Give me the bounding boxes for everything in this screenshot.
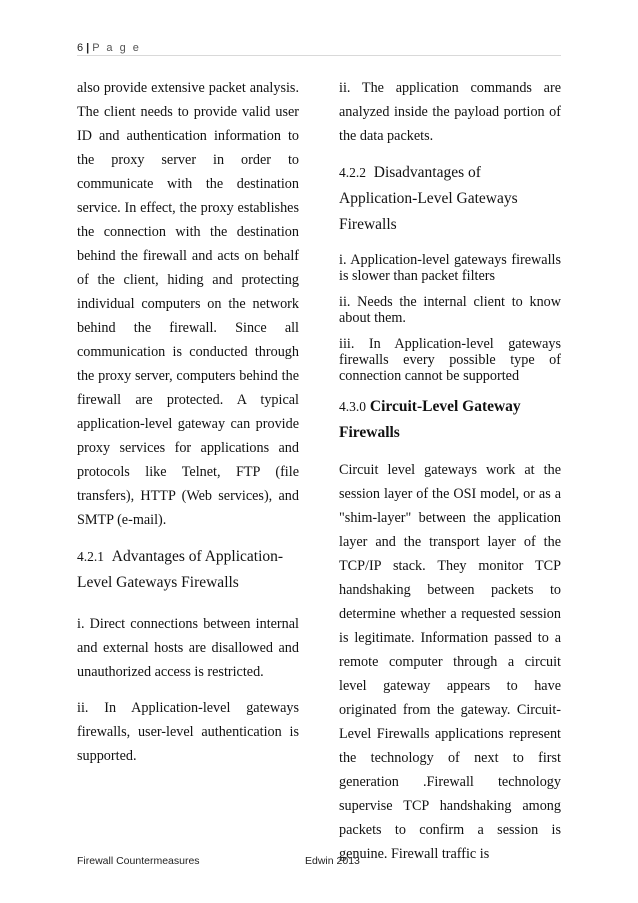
advantage-item-1: i. Direct connections between internal and external hosts are disallowed and unauthorized access is restricted. bbox=[77, 616, 299, 680]
paragraph-proxy-description: also provide extensive packet analysis. The client needs to provide valid user ID and authentication information to the proxy server in order to communicate with the destination service. In effect, the proxy establishes the connection with the destination behind the firewall and acts on behalf of the client, hiding and protecting individual computers on the network behind the firewall. Since all communication is conducted through the proxy server, computers behind the firewall are protected. A typical application-level gateway can provide proxy services for applications and protocols like Telnet, FTP (file transfers), HTTP (Web services), and SMTP (e-mail). bbox=[77, 80, 299, 528]
section-heading-4-3-0 bbox=[339, 394, 561, 446]
disadvantage-item-2: ii. Needs the internal client to know about them. bbox=[339, 294, 561, 326]
footer-title: Firewall Countermeasures bbox=[77, 855, 200, 867]
page-number: 6 bbox=[77, 42, 84, 54]
section-number: 4.2.2 bbox=[339, 165, 366, 180]
advantage-item-2: ii. In Application-level gateways firewalls, user-level authentication is supported. bbox=[77, 700, 299, 764]
section-title: Disadvantages of Application-Level Gateways Firewalls bbox=[339, 164, 518, 233]
header-separator: | bbox=[86, 42, 90, 54]
section-number: 4.2.1 bbox=[77, 549, 104, 564]
page-word: P a g e bbox=[92, 42, 141, 54]
section-title: Circuit-Level Gateway Firewalls bbox=[339, 398, 521, 441]
advantage-item-continued: ii. The application commands are analyzed inside the payload portion of the data packets. bbox=[339, 80, 561, 144]
footer-author: Edwin 2013 bbox=[305, 855, 360, 867]
right-column bbox=[339, 76, 561, 866]
section-number: 4.3.0 bbox=[339, 399, 366, 414]
section-title: Advantages of Application-Level Gateways Firewalls bbox=[77, 548, 284, 591]
paragraph-circuit-level: Circuit level gateways work at the session layer of the OSI model, or as a "shim-layer" between the application layer and the transport layer of the TCP/IP stack. They monitor TCP handshaking between packets to determine whether a requested session is legitimate. Information passed to a remote computer through a circuit level gateway appears to have originated from the gateway. Circuit-Level Firewalls applications represent the technology of next to first generation .Firewall technology supervise TCP handshaking among packets to confirm a session is genuine. Firewall traffic is bbox=[339, 462, 561, 862]
disadvantage-item-1: i. Application-level gateways firewalls is slower than packet filters bbox=[339, 252, 561, 284]
section-heading-4-2-2 bbox=[339, 160, 561, 238]
section-heading-4-2-1 bbox=[77, 544, 299, 596]
header-rule bbox=[77, 55, 561, 56]
page-header bbox=[77, 42, 141, 54]
disadvantage-item-3: iii. In Application-level gateways firewalls every possible type of connection cannot be supported bbox=[339, 336, 561, 384]
left-column bbox=[77, 76, 299, 768]
